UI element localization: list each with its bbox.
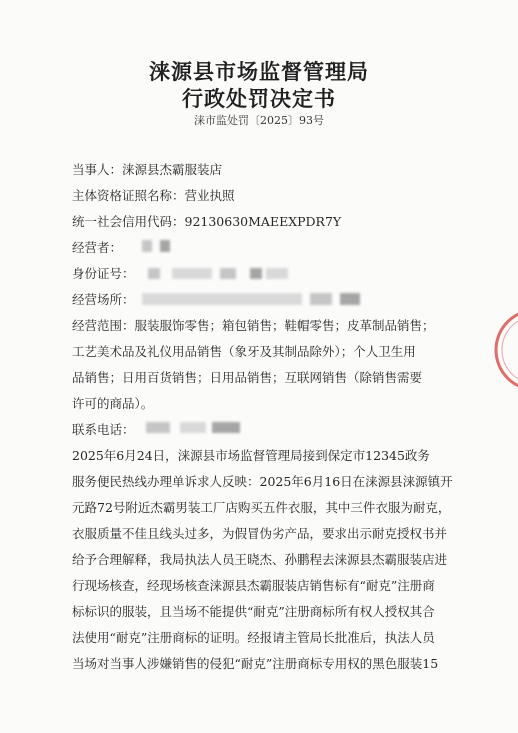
redaction-id-5 (266, 268, 288, 279)
body-line-3: 元路72号附近杰霸男装工厂店购买五件衣服，其中三件衣服为耐克， (72, 500, 451, 515)
body-line-8: 法使用“耐克”注册商标的证明。经报请主管局长批准后，执法人员 (72, 630, 435, 645)
official-seal-stamp (486, 300, 518, 400)
body-line-2: 服务便民热线办理单诉求人反映：2025年6月16日在涞源县涞源镇开 (72, 474, 453, 489)
redaction-address-1 (142, 293, 302, 305)
phone-label: 联系电话： (72, 422, 135, 437)
redaction-operator-1 (142, 240, 152, 252)
body-line-5: 给予合理解释，我局执法人员王晓杰、孙鹏程去涞源县杰霸服装店进 (72, 552, 448, 567)
redaction-address-3 (340, 293, 360, 305)
redaction-phone-3 (212, 422, 240, 433)
title-agency: 涞源县市场监督管理局 (149, 60, 369, 84)
redaction-phone-2 (180, 422, 206, 433)
business-scope-line-3: 品销售；日用百货销售；日用品销售；互联网销售（除销售需要 (72, 370, 423, 385)
redaction-id-1 (148, 268, 160, 279)
title-document-type: 行政处罚决定书 (182, 87, 336, 111)
redaction-id-4 (250, 268, 262, 279)
redaction-phone-1 (146, 422, 170, 433)
redaction-address-2 (310, 293, 332, 305)
redaction-operator-2 (160, 240, 170, 252)
body-line-1: 2025年6月24日，涞源县市场监督管理局接到保定市12345政务 (72, 448, 430, 463)
body-line-7: 标标识的服装，且当场不能提供“耐克”注册商标所有权人授权其合 (72, 604, 435, 619)
business-scope-line-4: 许可的商品）。 (72, 396, 154, 411)
business-scope-line-1: 经营范围：服装服饰零售；箱包销售；鞋帽零售；皮革制品销售； (72, 318, 435, 333)
body-line-9: 当场对当事人涉嫌销售的侵犯“耐克”注册商标专用权的黑色服装15 (72, 656, 439, 671)
address-label: 经营场所： (72, 292, 135, 307)
credit-code: 统一社会信用代码：92130630MAEEXPDR7Y (72, 214, 342, 229)
party-name: 当事人：涞源县杰霸服装店 (72, 162, 223, 177)
business-scope-line-2: 工艺美术品及礼仪用品销售（象牙及其制品除外）；个人卫生用 (72, 344, 416, 359)
body-line-6: 行现场核查，经现场核查涞源县杰霸服装店销售标有“耐克”注册商 (72, 578, 435, 593)
license-type: 主体资格证照名称：营业执照 (72, 188, 235, 203)
operator-label: 经营者： (72, 240, 123, 255)
document-number: 涞市监处罚〔2025〕93号 (194, 114, 324, 127)
redaction-id-3 (220, 268, 236, 279)
id-number-label: 身份证号： (72, 266, 135, 281)
redaction-id-2 (172, 268, 212, 279)
body-line-4: 衣服质量不佳且线头过多，为假冒伪劣产品，要求出示耐克授权书并 (72, 526, 448, 541)
